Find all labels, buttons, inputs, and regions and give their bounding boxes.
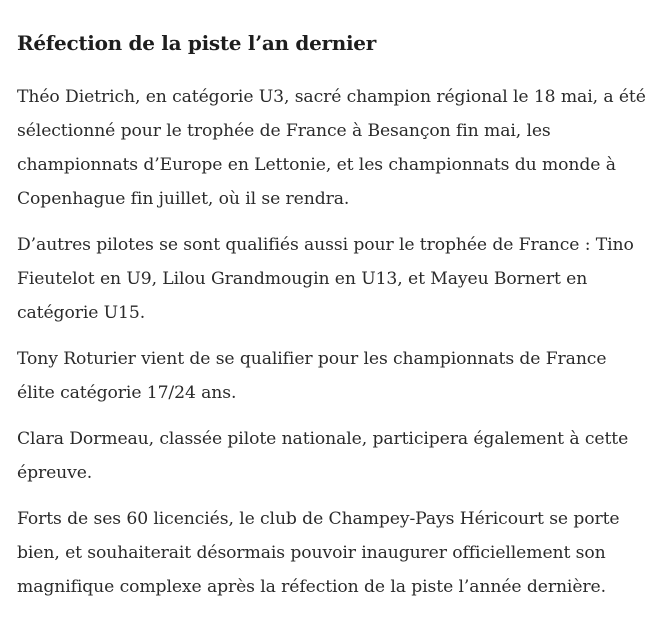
paragraph-other-pilots: D’autres pilotes se sont qualifiés aussi pour le trophée de France : Tino Fieutelot en U9, Lilou Grandmougin en U13, et Mayeu Bornert en catégorie U15. [17,235,634,323]
paragraph-tony-roturier: Tony Roturier vient de se qualifier pour les championnats de France élite catégorie 17/24 ans. [17,349,607,403]
paragraph-clara-dormeau: Clara Dormeau, classée pilote nationale, participera également à cette épreuve. [17,429,629,483]
paragraph-club-overview: Forts de ses 60 licenciés, le club de Champey-Pays Héricourt se porte bien, et souhaiterait désormais pouvoir inaugurer officiellement son magnifique complexe après la réfection de la piste l’année dernière. [17,509,620,597]
section-heading: Réfection de la piste l’an dernier [17,31,376,55]
paragraph-theo-dietrich: Théo Dietrich, en catégorie U3, sacré champion régional le 18 mai, a été sélectionné pour le trophée de France à Besançon fin mai, les championnats d’Europe en Lettonie, et les championnats du monde à Copenhague fin juillet, où il se rendra. [17,87,646,209]
article-body [17,0,647,604]
